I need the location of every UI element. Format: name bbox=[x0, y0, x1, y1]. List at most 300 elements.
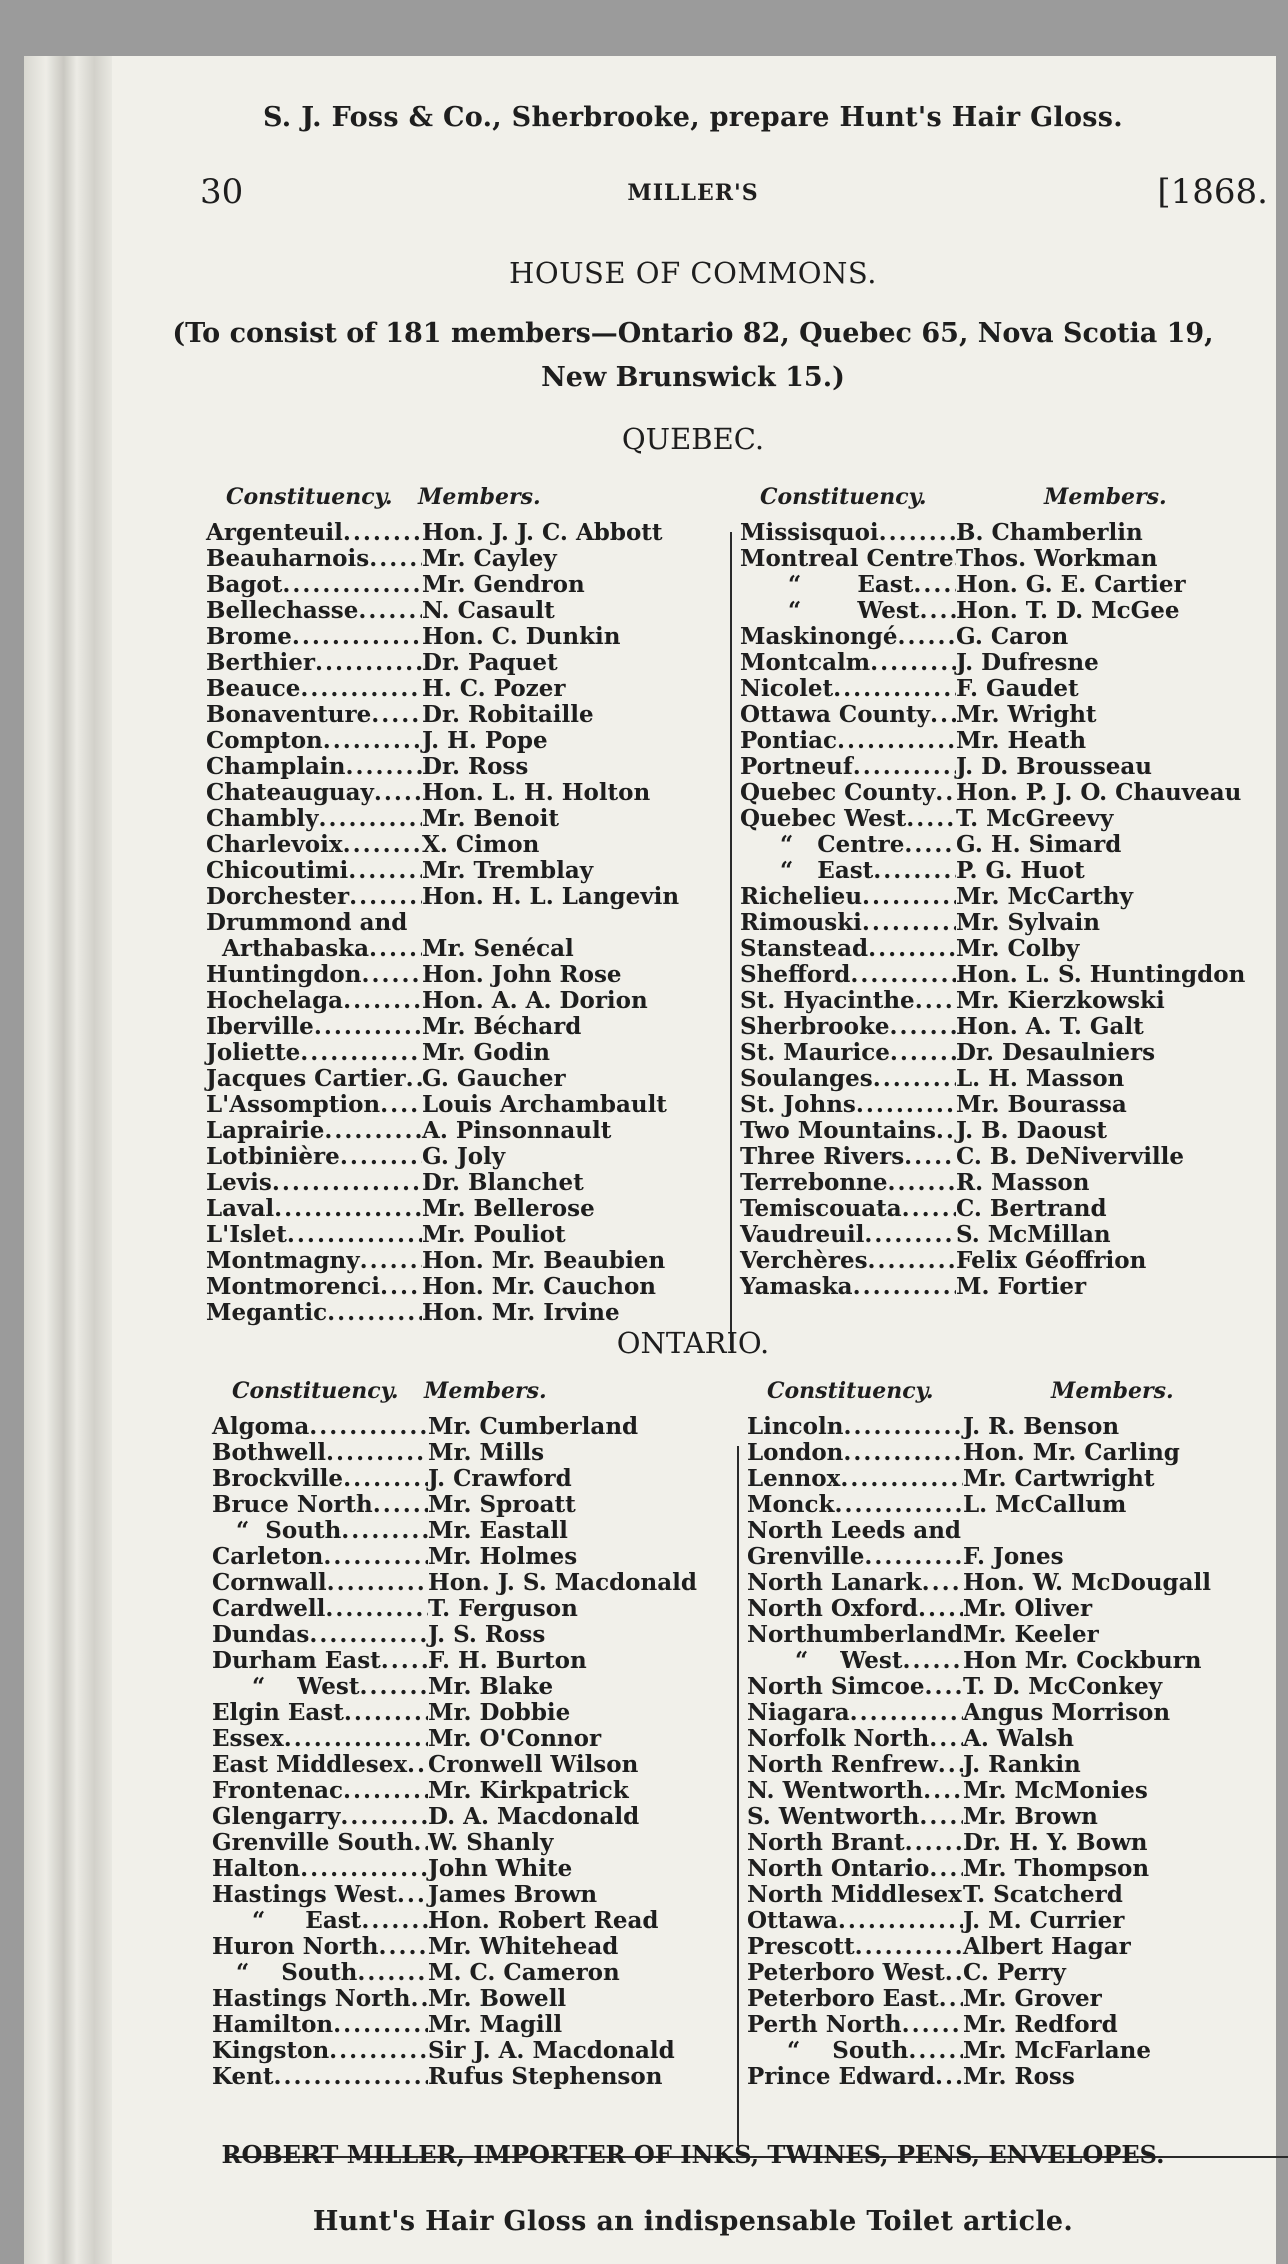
constituency-cell bbox=[747, 1882, 963, 1908]
member-name: F. H. Burton bbox=[428, 1647, 587, 1674]
leader-dots bbox=[902, 2012, 963, 2038]
leader-dots bbox=[371, 702, 422, 728]
constituency-name: Argenteuil bbox=[206, 519, 343, 546]
member-name: Mr. Bowell bbox=[428, 1985, 567, 2012]
table-row bbox=[212, 1414, 812, 1440]
member-name: Mr. Sylvain bbox=[956, 909, 1100, 936]
constituency-name: North Ontario bbox=[747, 1855, 930, 1882]
member-name: Rufus Stephenson bbox=[428, 2063, 663, 2090]
leader-dots bbox=[343, 988, 422, 1014]
leader-dots bbox=[326, 1440, 428, 1466]
constituency-name: Montmorenci bbox=[206, 1273, 381, 1300]
constituency-cell bbox=[206, 858, 422, 884]
table-row bbox=[740, 728, 1288, 754]
constituency-cell bbox=[206, 1222, 422, 1248]
constituency-cell bbox=[212, 1908, 428, 1934]
member-name: Hon. T. D. McGee bbox=[956, 597, 1180, 624]
member-name: J. Crawford bbox=[428, 1465, 572, 1492]
member-name: T. McGreevy bbox=[956, 805, 1114, 832]
member-name: Mr. Eastall bbox=[428, 1517, 568, 1544]
member-name: Mr. Heath bbox=[956, 727, 1087, 754]
table-row bbox=[212, 1908, 812, 1934]
constituency-cell bbox=[206, 598, 422, 624]
member-name: T. Ferguson bbox=[428, 1595, 578, 1622]
table-row bbox=[740, 1118, 1288, 1144]
member-name: Mr. Magill bbox=[428, 2011, 563, 2038]
table-row bbox=[740, 962, 1288, 988]
leader-dots bbox=[945, 1960, 963, 1986]
constituency-cell bbox=[212, 1752, 428, 1778]
table-row bbox=[212, 2038, 812, 2064]
constituency-cell bbox=[206, 702, 422, 728]
constituency-cell bbox=[740, 520, 956, 546]
constituency-cell bbox=[740, 936, 956, 962]
constituency-name: Soulanges bbox=[740, 1065, 873, 1092]
leader-dots bbox=[850, 962, 956, 988]
table-row bbox=[747, 1986, 1288, 2012]
constituency-cell bbox=[212, 2064, 428, 2090]
constituency-name: Champlain bbox=[206, 753, 346, 780]
constituency-name: Niagara bbox=[747, 1699, 850, 1726]
leader-dots bbox=[362, 962, 423, 988]
constituency-cell bbox=[212, 1492, 428, 1518]
leader-dots bbox=[873, 1066, 956, 1092]
member-name: Mr. Dobbie bbox=[428, 1699, 571, 1726]
constituency-name: Pontiac bbox=[740, 727, 838, 754]
constituency-name: Bothwell bbox=[212, 1439, 327, 1466]
leader-dots bbox=[357, 1960, 428, 1986]
leader-dots bbox=[902, 1196, 956, 1222]
member-name: Mr. Grover bbox=[963, 1985, 1102, 2012]
member-name: Sir J. A. Macdonald bbox=[428, 2037, 675, 2064]
members-header: Members. bbox=[1044, 484, 1167, 510]
constituency-cell bbox=[740, 884, 956, 910]
table-row bbox=[740, 1066, 1288, 1092]
member-name: Mr. McCarthy bbox=[956, 883, 1133, 910]
constituency-cell bbox=[740, 1196, 956, 1222]
constituency-name: Perth North bbox=[747, 2011, 902, 2038]
table-row bbox=[206, 884, 806, 910]
constituency-cell bbox=[747, 1596, 963, 1622]
table-row bbox=[740, 754, 1288, 780]
member-name: Dr. Robitaille bbox=[422, 701, 594, 728]
member-name: Mr. Thompson bbox=[963, 1855, 1150, 1882]
constituency-name: Peterboro East bbox=[747, 1985, 939, 2012]
constituency-cell bbox=[747, 1804, 963, 1830]
leader-dots bbox=[360, 1248, 422, 1274]
constituency-cell bbox=[740, 728, 956, 754]
constituency-cell bbox=[206, 676, 422, 702]
constituency-cell bbox=[747, 2038, 963, 2064]
table-row bbox=[740, 1014, 1288, 1040]
leader-dots bbox=[935, 2064, 963, 2090]
constituency-cell bbox=[206, 1014, 422, 1040]
table-row bbox=[747, 1518, 1288, 1544]
constituency-cell bbox=[206, 1092, 422, 1118]
member-name: Dr. Blanchet bbox=[422, 1169, 584, 1196]
constituency-name: Huron North bbox=[212, 1933, 379, 1960]
leader-dots bbox=[343, 1778, 428, 1804]
member-name: Mr. Gendron bbox=[422, 571, 585, 598]
constituency-name: Lincoln bbox=[747, 1413, 844, 1440]
constituency-name: Chambly bbox=[206, 805, 319, 832]
member-name: Mr. Keeler bbox=[963, 1621, 1099, 1648]
constituency-name: “ East bbox=[740, 857, 874, 884]
member-name: Hon. W. McDougall bbox=[963, 1569, 1212, 1596]
column-divider bbox=[737, 1446, 739, 2146]
constituency-cell bbox=[212, 1544, 428, 1570]
constituency-cell bbox=[740, 572, 956, 598]
constituency-name: Montcalm bbox=[740, 649, 871, 676]
constituency-cell bbox=[740, 650, 956, 676]
table-row bbox=[206, 1144, 806, 1170]
constituency-name: Hochelaga bbox=[206, 987, 344, 1014]
constituency-list bbox=[740, 520, 1288, 1300]
member-name: N. Casault bbox=[422, 597, 555, 624]
leader-dots bbox=[359, 1674, 428, 1700]
constituency-name: Quebec West bbox=[740, 805, 907, 832]
constituency-cell bbox=[747, 2012, 963, 2038]
member-name: Mr. Béchard bbox=[422, 1013, 582, 1040]
constituency-name: Grenville bbox=[747, 1543, 865, 1570]
table-row bbox=[747, 1830, 1288, 1856]
constituency-cell bbox=[740, 1248, 956, 1274]
leader-dots bbox=[397, 1882, 428, 1908]
leader-dots bbox=[300, 1040, 422, 1066]
leader-dots bbox=[292, 624, 422, 650]
constituency-cell bbox=[740, 780, 956, 806]
leader-dots bbox=[284, 1726, 428, 1752]
leader-dots bbox=[272, 1170, 422, 1196]
member-name: J. B. Daoust bbox=[956, 1117, 1108, 1144]
leader-dots bbox=[318, 806, 422, 832]
constituency-name: Norfolk North bbox=[747, 1725, 930, 1752]
constituency-name: Vaudreuil bbox=[740, 1221, 865, 1248]
book-spine-edge bbox=[24, 56, 112, 2264]
member-name: P. G. Huot bbox=[956, 857, 1085, 884]
constituency-name: East Middlesex bbox=[212, 1751, 408, 1778]
table-row bbox=[206, 1248, 806, 1274]
leader-dots bbox=[323, 728, 422, 754]
member-name: Dr. Desaulniers bbox=[956, 1039, 1156, 1066]
constituency-name: Cornwall bbox=[212, 1569, 327, 1596]
table-row bbox=[206, 936, 806, 962]
constituency-name: Beauce bbox=[206, 675, 301, 702]
leader-dots bbox=[922, 1570, 963, 1596]
table-row bbox=[206, 1196, 806, 1222]
table-row bbox=[740, 780, 1288, 806]
constituency-cell bbox=[206, 1170, 422, 1196]
table-row bbox=[740, 936, 1288, 962]
member-name: Albert Hagar bbox=[963, 1933, 1131, 1960]
leader-dots bbox=[833, 676, 956, 702]
table-row bbox=[206, 1092, 806, 1118]
leader-dots bbox=[905, 1830, 963, 1856]
member-name: James Brown bbox=[428, 1881, 598, 1908]
constituency-name: Montmagny bbox=[206, 1247, 360, 1274]
table-row bbox=[747, 1648, 1288, 1674]
table-row bbox=[212, 1648, 812, 1674]
running-title: MILLER'S bbox=[627, 180, 759, 206]
constituency-name: “ West bbox=[747, 1647, 903, 1674]
quebec-heading: QUEBEC. bbox=[621, 422, 765, 456]
leader-dots bbox=[879, 520, 956, 546]
constituency-cell bbox=[740, 624, 956, 650]
constituency-name: Hastings North bbox=[212, 1985, 411, 2012]
constituency-cell bbox=[206, 754, 422, 780]
constituency-name: Essex bbox=[212, 1725, 284, 1752]
constituency-name: Glengarry bbox=[212, 1803, 341, 1830]
constituency-name: Jacques Cartier bbox=[206, 1065, 406, 1092]
leader-dots bbox=[349, 884, 422, 910]
constituency-name: Quebec County bbox=[740, 779, 936, 806]
member-name: Mr. Wright bbox=[956, 701, 1097, 728]
table-row bbox=[740, 1248, 1288, 1274]
member-name: C. Perry bbox=[963, 1959, 1066, 1986]
constituency-cell bbox=[747, 1414, 963, 1440]
leader-dots bbox=[369, 546, 422, 572]
table-row bbox=[747, 2064, 1288, 2090]
leader-dots bbox=[862, 884, 956, 910]
footer-advertisement: ROBERT MILLER, IMPORTER OF INKS, TWINES, PENS, ENVELOPES. bbox=[221, 2140, 1165, 2169]
constituency-cell bbox=[206, 624, 422, 650]
member-name: Mr. O'Connor bbox=[428, 1725, 602, 1752]
constituency-cell bbox=[212, 1882, 428, 1908]
member-name: Hon. J. J. C. Abbott bbox=[422, 519, 663, 546]
table-row bbox=[740, 910, 1288, 936]
table-row bbox=[206, 1274, 806, 1300]
member-name: Louis Archambault bbox=[422, 1091, 667, 1118]
constituency-cell bbox=[740, 1066, 956, 1092]
member-name: Hon Mr. Cockburn bbox=[963, 1647, 1202, 1674]
leader-dots bbox=[902, 1648, 963, 1674]
table-row bbox=[740, 520, 1288, 546]
leader-dots bbox=[929, 1856, 963, 1882]
table-row bbox=[206, 1040, 806, 1066]
table-row bbox=[206, 520, 806, 546]
constituency-cell bbox=[747, 1830, 963, 1856]
member-name: Mr. Cartwright bbox=[963, 1465, 1155, 1492]
constituency-name: S. Wentworth bbox=[747, 1803, 920, 1830]
member-name: Mr. Cumberland bbox=[428, 1413, 639, 1440]
constituency-name: Joliette bbox=[206, 1039, 301, 1066]
constituency-cell bbox=[206, 910, 422, 936]
table-row bbox=[212, 1570, 812, 1596]
constituency-name: North Brant bbox=[747, 1829, 905, 1856]
leader-dots bbox=[325, 1596, 428, 1622]
member-name: Angus Morrison bbox=[963, 1699, 1171, 1726]
constituency-cell bbox=[740, 1092, 956, 1118]
page-number: 30 bbox=[200, 172, 244, 212]
leader-dots bbox=[344, 1700, 428, 1726]
table-row bbox=[747, 1960, 1288, 1986]
leader-dots bbox=[324, 1118, 422, 1144]
member-name: Hon. G. E. Cartier bbox=[956, 571, 1186, 598]
leader-dots bbox=[309, 1414, 428, 1440]
constituency-cell bbox=[212, 1466, 428, 1492]
constituency-header: Constituency. bbox=[760, 484, 927, 510]
member-name: D. A. Macdonald bbox=[428, 1803, 640, 1830]
table-row bbox=[740, 884, 1288, 910]
leader-dots bbox=[834, 1492, 963, 1518]
member-name: A. Pinsonnault bbox=[422, 1117, 612, 1144]
constituency-cell bbox=[212, 1414, 428, 1440]
constituency-name: Laprairie bbox=[206, 1117, 325, 1144]
member-name: G. H. Simard bbox=[956, 831, 1122, 858]
table-row bbox=[206, 572, 806, 598]
constituency-name: Missisquoi bbox=[740, 519, 879, 546]
table-row bbox=[747, 1492, 1288, 1518]
leader-dots bbox=[843, 1440, 963, 1466]
member-name: Mr. Benoit bbox=[422, 805, 559, 832]
constituency-name: Huntingdon bbox=[206, 961, 362, 988]
constituency-cell bbox=[740, 806, 956, 832]
table-row bbox=[212, 2064, 812, 2090]
leader-dots bbox=[898, 624, 957, 650]
constituency-name: Ottawa bbox=[747, 1907, 838, 1934]
leader-dots bbox=[925, 1674, 964, 1700]
constituency-cell bbox=[740, 858, 956, 884]
member-name: M. C. Cameron bbox=[428, 1959, 620, 1986]
member-name: T. D. McConkey bbox=[963, 1673, 1163, 1700]
constituency-name: St. Maurice bbox=[740, 1039, 890, 1066]
constituency-cell bbox=[740, 1014, 956, 1040]
constituency-cell bbox=[212, 2012, 428, 2038]
members-header: Members. bbox=[424, 1378, 547, 1404]
constituency-name: Lennox bbox=[747, 1465, 841, 1492]
table-row bbox=[747, 1414, 1288, 1440]
table-row bbox=[212, 1466, 812, 1492]
table-row bbox=[212, 1622, 812, 1648]
constituency-name: Bruce North bbox=[212, 1491, 373, 1518]
leader-dots bbox=[918, 1596, 963, 1622]
constituency-cell bbox=[212, 1986, 428, 2012]
constituency-cell bbox=[206, 1066, 422, 1092]
column-headers bbox=[747, 1378, 1288, 1414]
leader-dots bbox=[282, 572, 422, 598]
table-row bbox=[740, 1144, 1288, 1170]
constituency-cell bbox=[206, 1144, 422, 1170]
constituency-name: L'Assomption bbox=[206, 1091, 381, 1118]
member-name: Hon. J. S. Macdonald bbox=[428, 1569, 697, 1596]
constituency-name: Two Mountains bbox=[740, 1117, 936, 1144]
constituency-name: St. Hyacinthe bbox=[740, 987, 915, 1014]
leader-dots bbox=[329, 2038, 428, 2064]
ontario-heading: ONTARIO. bbox=[616, 1326, 770, 1360]
column-headers bbox=[740, 484, 1288, 520]
constituency-name: Maskinongé bbox=[740, 623, 898, 650]
column-divider bbox=[730, 532, 732, 1350]
constituency-name: Frontenac bbox=[212, 1777, 343, 1804]
constituency-cell bbox=[206, 650, 422, 676]
table-row bbox=[206, 806, 806, 832]
constituency-cell bbox=[747, 1934, 963, 1960]
table-row bbox=[206, 1014, 806, 1040]
table-row bbox=[747, 1466, 1288, 1492]
table-row bbox=[212, 1830, 812, 1856]
leader-dots bbox=[380, 1274, 422, 1300]
member-name: Mr. Whitehead bbox=[428, 1933, 619, 1960]
leader-dots bbox=[838, 1908, 963, 1934]
leader-dots bbox=[309, 1622, 428, 1648]
member-name: Hon. C. Dunkin bbox=[422, 623, 621, 650]
table-row bbox=[212, 1934, 812, 1960]
table-row bbox=[740, 1040, 1288, 1066]
member-name: Hon. H. L. Langevin bbox=[422, 883, 680, 910]
constituency-name: North Lanark bbox=[747, 1569, 922, 1596]
constituency-name: Terrebonne bbox=[740, 1169, 888, 1196]
members-header: Members. bbox=[1051, 1378, 1174, 1404]
leader-dots bbox=[890, 1014, 956, 1040]
table-row bbox=[747, 2038, 1288, 2064]
table-row bbox=[206, 546, 806, 572]
constituency-name: Brome bbox=[206, 623, 292, 650]
table-row bbox=[206, 624, 806, 650]
constituency-cell bbox=[212, 1934, 428, 1960]
constituency-cell bbox=[740, 910, 956, 936]
leader-dots bbox=[373, 1492, 428, 1518]
constituency-cell bbox=[740, 988, 956, 1014]
leader-dots bbox=[273, 2064, 428, 2090]
table-row bbox=[206, 1170, 806, 1196]
member-name: Felix Géoffrion bbox=[956, 1247, 1147, 1274]
constituency-name: Dundas bbox=[212, 1621, 310, 1648]
leader-dots bbox=[343, 832, 422, 858]
table-row bbox=[747, 1596, 1288, 1622]
constituency-name: Bellechasse bbox=[206, 597, 359, 624]
leader-dots bbox=[908, 2038, 963, 2064]
member-name: B. Chamberlin bbox=[956, 519, 1143, 546]
member-name: J. M. Currier bbox=[963, 1907, 1125, 1934]
member-name: F. Gaudet bbox=[956, 675, 1079, 702]
table-row bbox=[206, 702, 806, 728]
leader-dots bbox=[378, 1934, 428, 1960]
constituency-cell bbox=[206, 988, 422, 1014]
constituency-name: “ Centre bbox=[740, 831, 905, 858]
leader-dots bbox=[343, 1466, 428, 1492]
leader-dots bbox=[919, 1804, 963, 1830]
table-row bbox=[206, 780, 806, 806]
table-row bbox=[212, 1960, 812, 1986]
leader-dots bbox=[411, 1986, 428, 2012]
table-row bbox=[740, 702, 1288, 728]
constituency-name: “ South bbox=[212, 1517, 342, 1544]
constituency-cell bbox=[740, 1118, 956, 1144]
constituency-name: “ East bbox=[212, 1907, 362, 1934]
table-row bbox=[212, 1544, 812, 1570]
leader-dots bbox=[923, 1778, 963, 1804]
constituency-name: St. Johns bbox=[740, 1091, 856, 1118]
constituency-name: Arthabaska bbox=[206, 935, 369, 962]
constituency-name: North Simcoe bbox=[747, 1673, 925, 1700]
leader-dots bbox=[920, 598, 957, 624]
constituency-cell bbox=[206, 546, 422, 572]
constituency-cell bbox=[747, 1752, 963, 1778]
constituency-cell bbox=[206, 1248, 422, 1274]
member-name: Mr. Mills bbox=[428, 1439, 545, 1466]
constituency-name: Monck bbox=[747, 1491, 835, 1518]
constituency-name: Ottawa County bbox=[740, 701, 930, 728]
member-name: Hon. John Rose bbox=[422, 961, 622, 988]
constituency-cell bbox=[206, 936, 422, 962]
member-name: J. H. Pope bbox=[422, 727, 548, 754]
quebec-left-column bbox=[206, 484, 806, 1326]
column-headers bbox=[212, 1378, 812, 1414]
table-row bbox=[740, 546, 1288, 572]
member-name: J. Rankin bbox=[963, 1751, 1081, 1778]
constituency-cell bbox=[740, 1274, 956, 1300]
member-name: Mr. Holmes bbox=[428, 1543, 578, 1570]
